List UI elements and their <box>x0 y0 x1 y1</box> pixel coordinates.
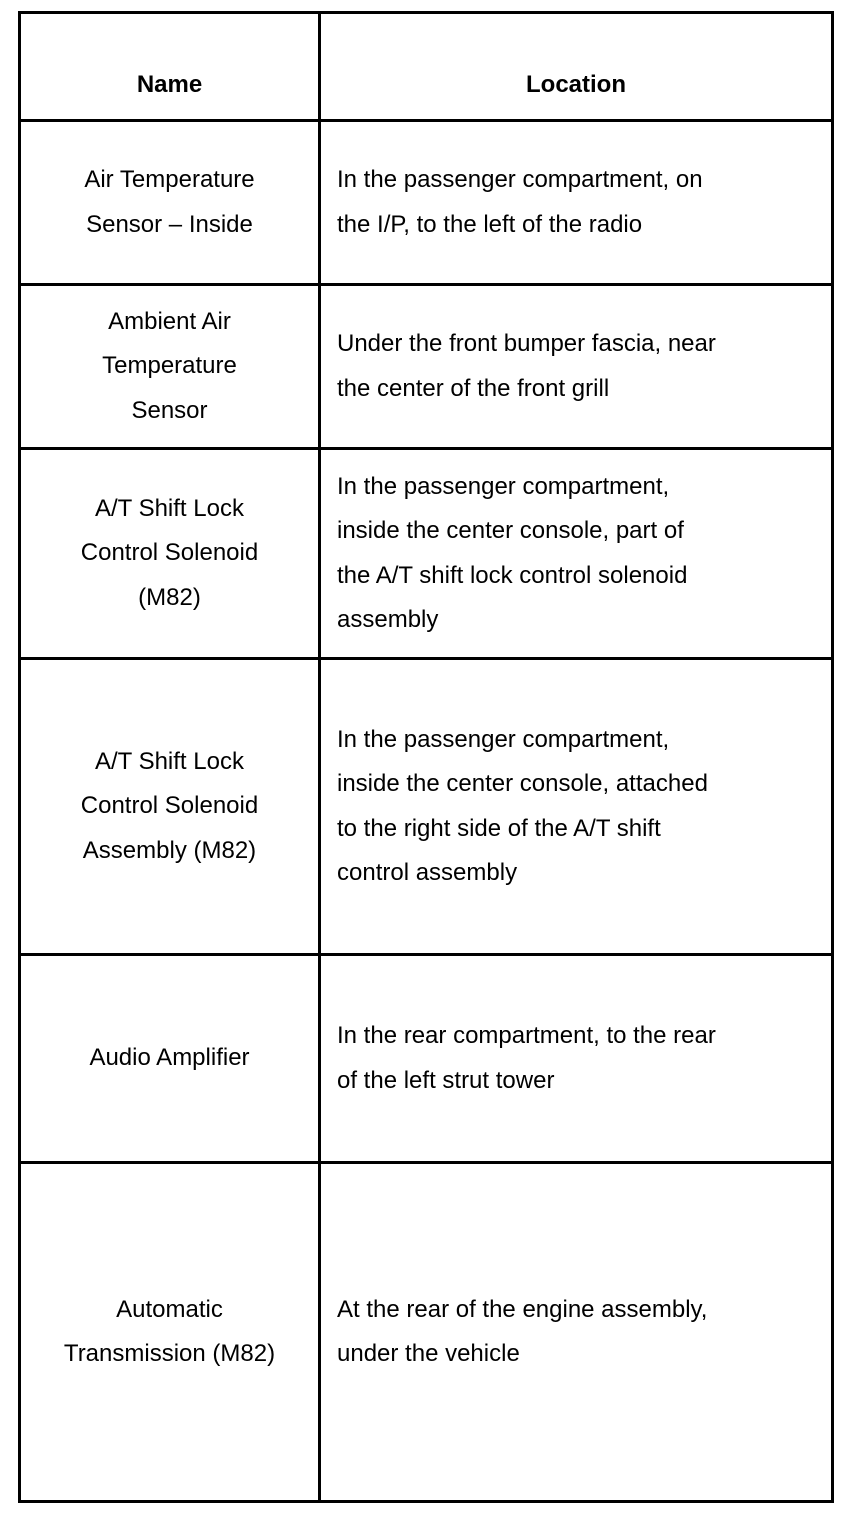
header-name: Name <box>136 71 203 99</box>
row-location-cell: Under the front bumper fascia, near the center of the front grill <box>337 330 716 402</box>
row-location-cell: At the rear of the engine assembly, under the vehicle <box>337 1295 708 1367</box>
component-location-table <box>18 11 834 1503</box>
row-name-cell: A/T Shift Lock Control Solenoid Assembly (M82) <box>80 747 259 864</box>
row-location-cell: In the passenger compartment, on the I/P, to the left of the radio <box>337 166 703 238</box>
row-name-cell: Air Temperature Sensor – Inside <box>84 166 255 238</box>
header-location: Location <box>526 71 626 99</box>
row-location-cell: In the passenger compartment, inside the center console, part of the A/T shift lock control solenoid assembly <box>337 472 688 633</box>
row-name-cell: Ambient Air Temperature Sensor <box>102 307 237 424</box>
row-location-cell: In the rear compartment, to the rear of the left strut tower <box>337 1022 716 1094</box>
row-name-cell: Audio Amplifier <box>89 1044 250 1072</box>
row-name-cell: A/T Shift Lock Control Solenoid (M82) <box>80 494 259 611</box>
row-location-cell: In the passenger compartment, inside the center console, attached to the right side of the A/T shift control assembly <box>337 725 708 886</box>
row-name-cell: Automatic Transmission (M82) <box>63 1295 276 1367</box>
